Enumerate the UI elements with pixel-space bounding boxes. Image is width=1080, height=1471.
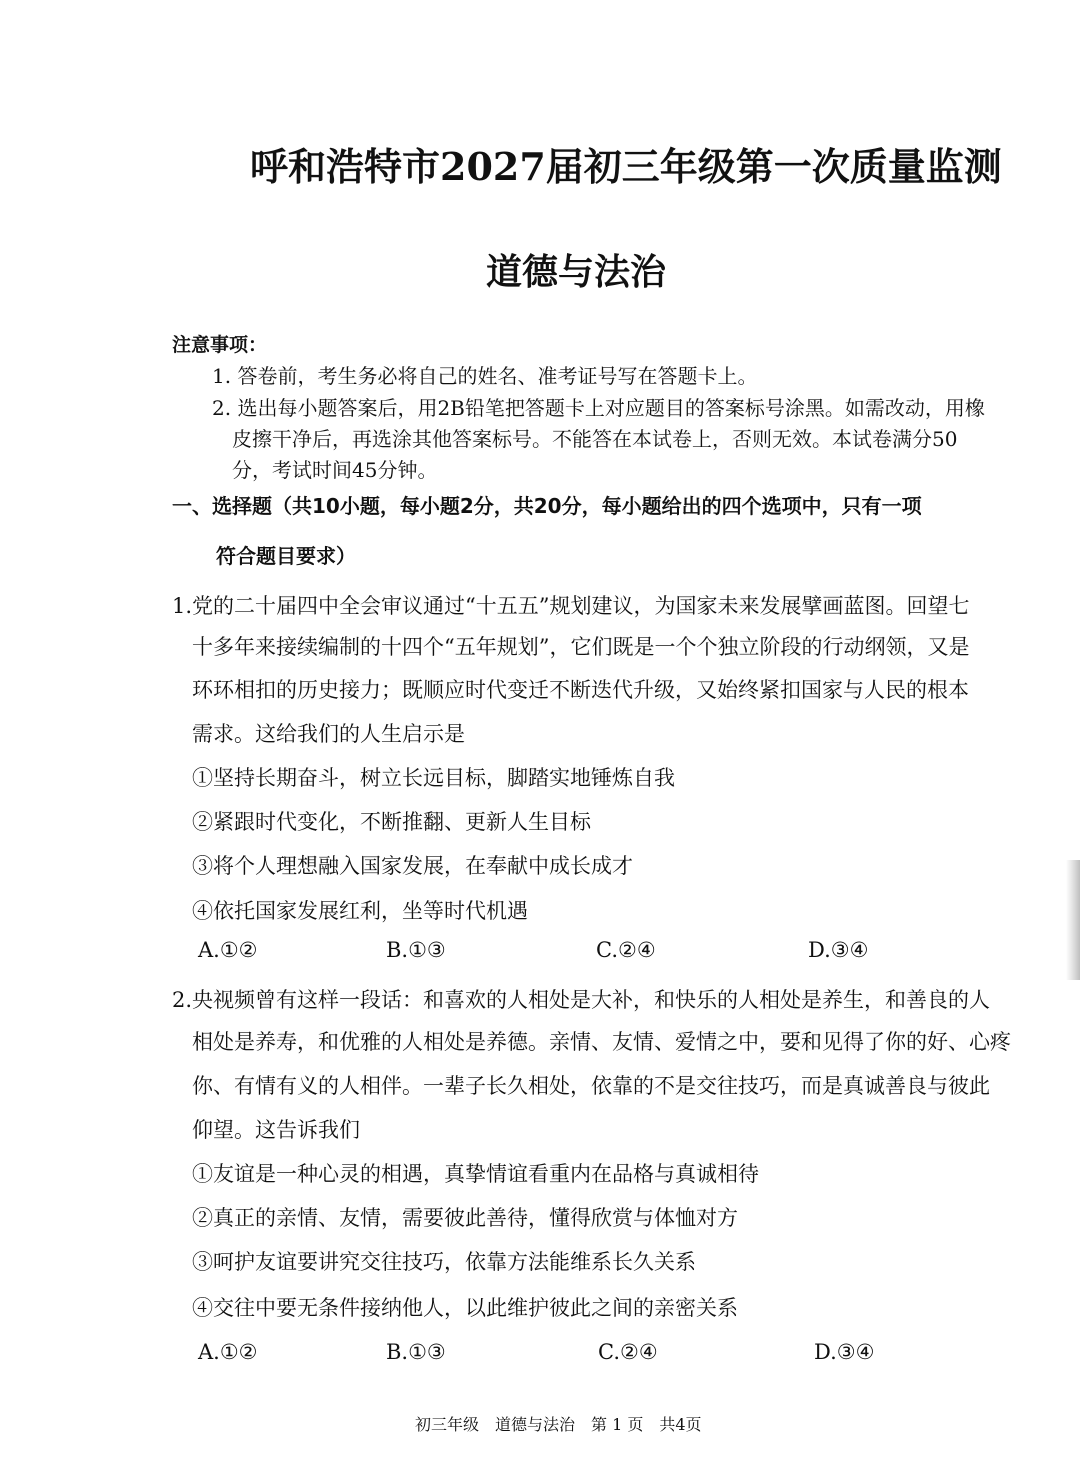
section-heading: 一、选择题（共10小题，每小题2分，共20分，每小题给出的四个选项中，只有一项 bbox=[172, 494, 922, 518]
choice-b[interactable]: B.①③ bbox=[386, 938, 446, 962]
question-item: ④依托国家发展红利，坐等时代机遇 bbox=[192, 899, 528, 923]
question-item: ③呵护友谊要讲究交往技巧，依靠方法能维系长久关系 bbox=[192, 1250, 696, 1274]
choice-a[interactable]: A.①② bbox=[198, 938, 258, 962]
question-item: ②真正的亲情、友情，需要彼此善待，懂得欣赏与体恤对方 bbox=[192, 1206, 738, 1230]
section-heading-cont: 符合题目要求） bbox=[216, 544, 356, 568]
question-stem-line: 相处是养寿，和优雅的人相处是养德。亲情、友情、爱情之中，要和见得了你的好、心疼 bbox=[192, 1030, 1011, 1054]
question-item: ①坚持长期奋斗，树立长远目标，脚踏实地锤炼自我 bbox=[192, 766, 675, 790]
choice-c[interactable]: C.②④ bbox=[596, 938, 656, 962]
subject-title: 道德与法治 bbox=[486, 251, 667, 293]
notice-line: 分，考试时间45分钟。 bbox=[232, 458, 438, 482]
question-item: ①友谊是一种心灵的相遇，真挚情谊看重内在品格与真诚相待 bbox=[192, 1162, 759, 1186]
notice-line: 皮擦干净后，再选涂其他答案标号。不能答在本试卷上，否则无效。本试卷满分50 bbox=[232, 427, 958, 451]
page-footer: 初三年级 道德与法治 第 1 页 共4页 bbox=[415, 1415, 702, 1434]
choice-d[interactable]: D.③④ bbox=[814, 1340, 875, 1364]
choice-a[interactable]: A.①② bbox=[198, 1340, 258, 1364]
scan-edge-shadow bbox=[1066, 860, 1080, 980]
question-stem-line: 十多年来接续编制的十四个“五年规划”，它们既是一个个独立阶段的行动纲领，又是 bbox=[192, 635, 970, 659]
question-stem-line: 环环相扣的历史接力；既顺应时代变迁不断迭代升级，又始终紧扣国家与人民的根本 bbox=[192, 678, 969, 702]
question-item: ③将个人理想融入国家发展，在奉献中成长成才 bbox=[192, 854, 633, 878]
notice-line: 1. 答卷前，考生务必将自己的姓名、准考证号写在答题卡上。 bbox=[212, 364, 758, 388]
question-stem-line: 1.党的二十届四中全会审议通过“十五五”规划建议，为国家未来发展擘画蓝图。回望七 bbox=[172, 594, 970, 618]
question-stem-line: 你、有情有义的人相伴。一辈子长久相处，依靠的不是交往技巧，而是真诚善良与彼此 bbox=[192, 1074, 990, 1098]
question-stem-line: 仰望。这告诉我们 bbox=[192, 1118, 360, 1142]
question-stem-line: 2.央视频曾有这样一段话：和喜欢的人相处是大补，和快乐的人相处是养生，和善良的人 bbox=[172, 988, 991, 1012]
choice-d[interactable]: D.③④ bbox=[808, 938, 869, 962]
choice-c[interactable]: C.②④ bbox=[598, 1340, 658, 1364]
question-item: ④交往中要无条件接纳他人，以此维护彼此之间的亲密关系 bbox=[192, 1296, 738, 1320]
question-stem-line: 需求。这给我们的人生启示是 bbox=[192, 722, 465, 746]
question-item: ②紧跟时代变化，不断推翻、更新人生目标 bbox=[192, 810, 591, 834]
notice-line: 2. 选出每小题答案后，用2B铅笔把答题卡上对应题目的答案标号涂黑。如需改动，用橡 bbox=[212, 396, 985, 420]
choice-b[interactable]: B.①③ bbox=[386, 1340, 446, 1364]
notice-heading: 注意事项： bbox=[172, 334, 268, 356]
exam-title: 呼和浩特市2027届初三年级第一次质量监测 bbox=[250, 144, 1002, 189]
